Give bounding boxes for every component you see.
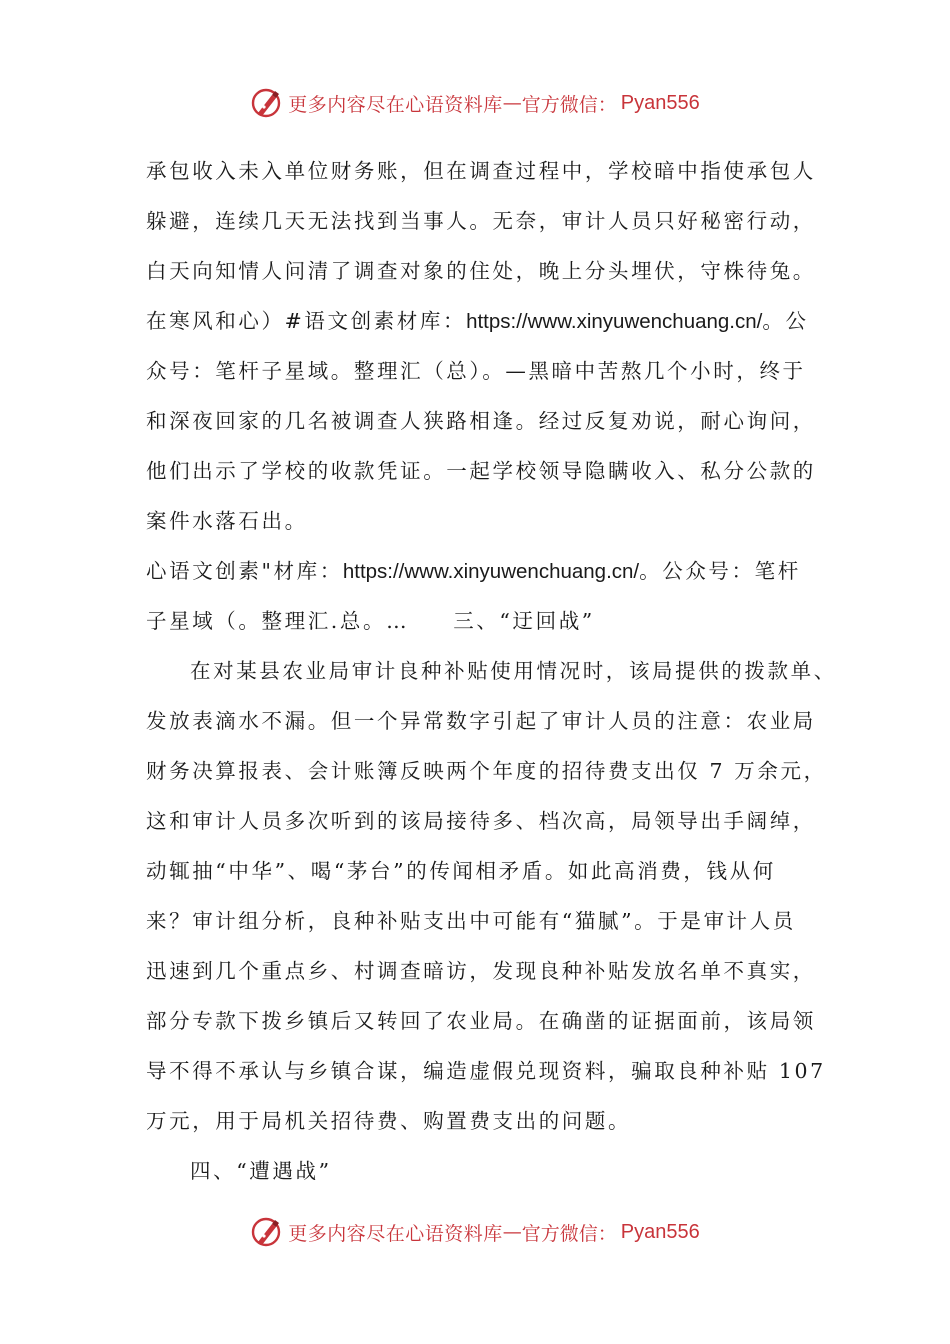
text-line: 来？审计组分析，良种补贴支出中可能有“猫腻”。于是审计人员 <box>146 909 796 933</box>
footer-banner <box>0 1212 950 1252</box>
pen-circle-logo-icon <box>250 1215 284 1249</box>
banner-wechat-id: Pyan556 <box>620 91 700 114</box>
text-fragment: 在寒风和心）#语文创素材库： <box>146 309 467 333</box>
text-line: 动辄抽“中华”、喝“茅台”的传闻相矛盾。如此高消费，钱从何 <box>146 859 776 883</box>
text-line: 案件水落石出。 <box>146 509 308 533</box>
text-line <box>146 296 816 346</box>
text-fragment: 心语文创素"材库： <box>146 559 343 583</box>
banner-wechat-label: 官方微信： <box>521 1222 617 1245</box>
banner-title: 更多内容尽在心语资料库 <box>288 93 503 116</box>
text-line <box>146 596 816 646</box>
text-line: 这和审计人员多次听到的该局接待多、档次高，局领导出手阔绰， <box>146 809 816 833</box>
banner-dash: — <box>502 1221 522 1243</box>
text-fragment: 子星域（。整理汇.总。… <box>146 609 410 633</box>
banner-title: 更多内容尽在心语资料库 <box>288 1222 503 1245</box>
text-line: 发放表滴水不漏。但一个异常数字引起了审计人员的注意：农业局 <box>146 709 816 733</box>
text-line: 和深夜回家的几名被调查人狭路相逢。经过反复劝说，耐心询问， <box>146 409 816 433</box>
pen-circle-logo-icon <box>250 86 284 120</box>
header-banner <box>0 83 950 123</box>
text-line: 承包收入未入单位财务账，但在调查过程中，学校暗中指使承包人 <box>146 159 816 183</box>
text-line: 白天向知情人问清了调查对象的住处，晚上分头埋伏，守株待兔。 <box>146 259 816 283</box>
text-line: 在对某县农业局审计良种补贴使用情况时，该局提供的拨款单、 <box>190 659 837 683</box>
document-body <box>146 146 837 1196</box>
section-heading: 四、“遭遇战” <box>190 1159 332 1183</box>
text-line: 迅速到几个重点乡、村调查暗访，发现良种补贴发放名单不真实， <box>146 959 816 983</box>
text-fragment: 。公 <box>762 309 809 333</box>
section-heading: 三、“迂回战” <box>453 609 595 633</box>
text-line: 躲避，连续几天无法找到当事人。无奈，审计人员只好秘密行动， <box>146 209 816 233</box>
text-line <box>146 546 816 596</box>
text-line: 他们出示了学校的收款凭证。一起学校领导隐瞒收入、私分公款的 <box>146 459 816 483</box>
text-line: 财务决算报表、会计账簿反映两个年度的招待费支出仅 7 万余元， <box>146 759 827 783</box>
text-line: 众号：笔杆子星域。整理汇（总）。—黑暗中苦熬几个小时，终于 <box>146 359 806 383</box>
banner-wechat-label: 官方微信： <box>521 93 617 116</box>
text-line: 万元，用于局机关招待费、购置费支出的问题。 <box>146 1109 632 1133</box>
banner-wechat-id: Pyan556 <box>620 1220 700 1243</box>
text-fragment: 。公众号：笔杆 <box>639 559 801 583</box>
url-text: https://www.xinyuwenchuang.cn/ <box>342 560 640 583</box>
banner-dash: — <box>502 92 522 114</box>
text-line: 导不得不承认与乡镇合谋，编造虚假兑现资料，骗取良种补贴 107 <box>146 1059 826 1083</box>
url-text: https://www.xinyuwenchuang.cn/ <box>466 310 763 333</box>
text-line: 部分专款下拨乡镇后又转回了农业局。在确凿的证据面前，该局领 <box>146 1009 816 1033</box>
